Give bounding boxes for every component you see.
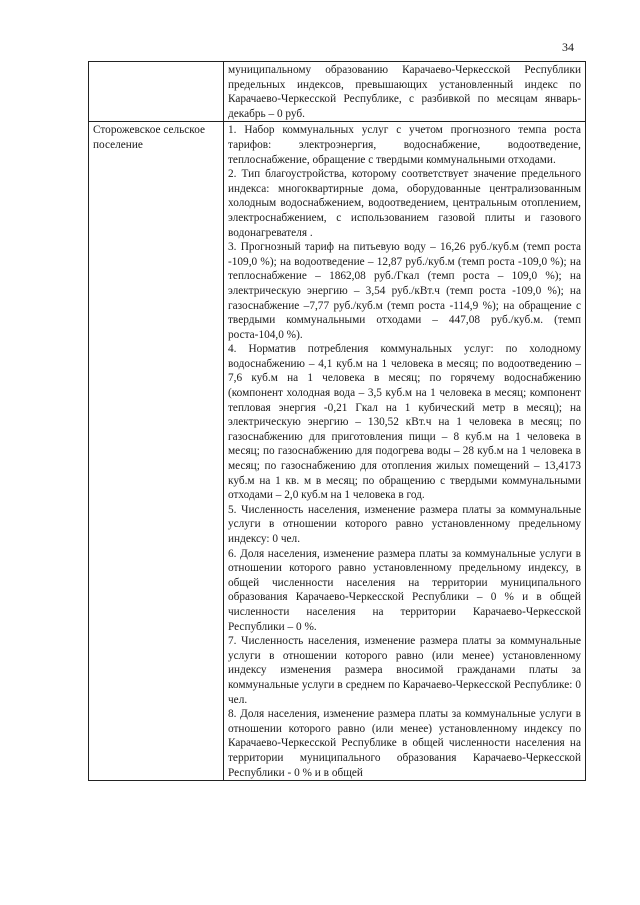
- settlement-cell: Сторожевское сельское поселение: [89, 122, 224, 781]
- item-3: 3. Прогнозный тариф на питьевую воду – 16,26 руб./куб.м (темп роста -109,0 %); на водоотведение – 12,87 руб./куб.м (темп роста -109,0 %); на теплоснабжение – 1862,08 руб./Гкал (темп роста – 109,0 %); на электрическую энергию – 3,54 руб./кВт.ч (темп роста -109,0 %); на газоснабжение –7,77 руб./куб.м (темп роста -114,9 %); на обращение с твердыми коммунальными отходами – 447,08 руб./куб.м. (темп роста-104,0 %).: [228, 241, 581, 341]
- paragraph: муниципальному образованию Карачаево-Черкесской Республики предельных индексов, превышающих установленный индекс по Карачаево-Черкесской Республике, с разбивкой по месяцам январь-декабрь – 0 руб.: [228, 64, 581, 120]
- settlement-cell: [89, 62, 224, 122]
- item-6: 6. Доля населения, изменение размера платы за коммунальные услуги в отношении которого равно установленному предельному индексу, в общей численности населения на территории муниципального образования Карачаево-Черкесской Республики – 0 % и в общей численности населения на территории Карачаево-Черкесской Республики – 0 %.: [228, 547, 581, 633]
- item-7: 7. Численность населения, изменение размера платы за коммунальные услуги в отношении которого равно (или менее) установленному индексу изменения размера вносимой гражданами платы за коммунальные услуги в среднем по Карачаево-Черкесской Республике: 0 чел.: [228, 635, 581, 706]
- item-5: 5. Численность населения, изменение размера платы за коммунальные услуги в отношении которого равно установленному предельному индексу: 0 чел.: [228, 503, 581, 545]
- item-8: 8. Доля населения, изменение размера платы за коммунальные услуги в отношении которого равно (или менее) установленному индексу по Карачаево-Черкесской Республике в общей численности населения на территории муниципального образования Карачаево-Черкесской Республики - 0 % и в общей: [228, 708, 581, 779]
- item-1: 1. Набор коммунальных услуг с учетом прогнозного темпа роста тарифов: электроэнергия, водоснабжение, водоотведение, теплоснабжение, обращение с твердыми коммунальными отходами.: [228, 124, 581, 166]
- item-4: 4. Норматив потребления коммунальных услуг: по холодному водоснабжению – 4,1 куб.м на 1 человека в месяц; по водоотведению – 7,6 куб.м на 1 человека в месяц; по горячему водоснабжению (компонент холодная вода – 3,5 куб.м на 1 человека в месяц; компонент тепловая энергия -0,21 Гкал на 1 кубический метр в месяц); на электрическую энергию – 130,52 кВт.ч на 1 человека в месяц; по газоснабжению для приготовления пищи – 8 куб.м на 1 человека в месяц; по газоснабжению для подогрева воды – 28 куб.м на 1 человека в месяц; по газоснабжению для отопления жилых помещений – 13,4173 куб.м на 1 кв. м в месяц; по обращению с твердыми коммунальными отходами – 2,0 куб.м на 1 человека в год.: [228, 343, 581, 502]
- description-cell: [224, 122, 586, 781]
- settlements-table: [88, 61, 586, 781]
- page-number: 34: [562, 40, 574, 54]
- description-cell: [224, 62, 586, 122]
- table-row: [89, 62, 586, 122]
- table-row: [89, 122, 586, 781]
- item-2: 2. Тип благоустройства, которому соответствует значение предельного индекса: многоквартирные дома, оборудованные централизованным холодным водоснабжением, водоотведением, центральным отоплением, электроснабжением, с использованием газовой плиты и газового водонагревателя .: [228, 168, 581, 239]
